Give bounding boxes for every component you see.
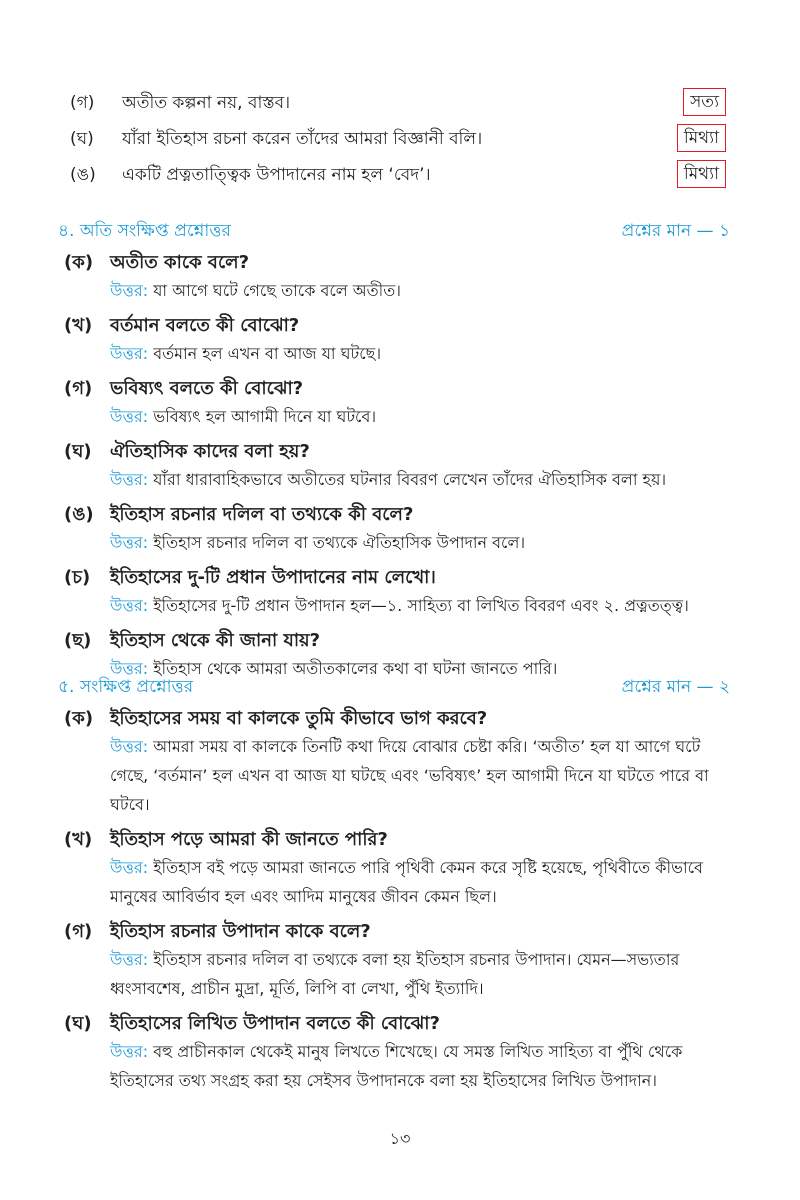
qa-item xyxy=(64,376,730,431)
question-label: (খ) xyxy=(64,315,93,336)
question-text: ইতিহাস রচনার দলিল বা তথ্যকে কী বলে? xyxy=(110,504,414,525)
answer-prefix: উত্তর: xyxy=(110,596,149,615)
answer xyxy=(110,853,730,911)
question-label: (ঘ) xyxy=(64,441,92,462)
qa-item xyxy=(64,250,730,305)
tf-item xyxy=(70,86,726,122)
answer xyxy=(110,591,730,620)
answer-text: ইতিহাস বই পড়ে আমরা জানতে পারি পৃথিবী কেমন করে সৃষ্টি হয়েছে, পৃথিবীতে কীভাবে মানুষের আবির্ভাব হল এবং আদিম মানুষের জীবন কেমন ছিল। xyxy=(110,858,703,906)
question-label: (চ) xyxy=(64,567,91,588)
page-number: ১৩ xyxy=(389,1129,411,1148)
question-text: ঐতিহাসিক কাদের বলা হয়? xyxy=(110,441,310,462)
qa-item xyxy=(64,1011,730,1095)
answer-text: বর্তমান হল এখন বা আজ যা ঘটছে। xyxy=(153,344,382,363)
question-text: বর্তমান বলতে কী বোঝো? xyxy=(110,315,300,336)
tf-text: অতীত কল্পনা নয়, বাস্তব। xyxy=(122,93,291,113)
answer-text: ইতিহাস রচনার দলিল বা তথ্যকে ঐতিহাসিক উপাদান বলে। xyxy=(153,533,526,552)
question-label: (ছ) xyxy=(64,630,92,651)
section-marks: প্রশ্নের মান — ২ xyxy=(621,677,730,697)
tf-text: একটি প্রত্নতাত্ত্বিক উপাদানের নাম হল ‘বেদ’। xyxy=(122,165,431,185)
section-header xyxy=(58,674,730,698)
answer-prefix: উত্তর: xyxy=(110,281,149,300)
answer-text: ইতিহাসের দু-টি প্রধান উপাদান হল—১. সাহিত্য বা লিখিত বিবরণ এবং ২. প্রত্নতত্ত্ব। xyxy=(153,596,689,615)
answer-prefix: উত্তর: xyxy=(110,1042,149,1061)
answer-prefix: উত্তর: xyxy=(110,344,149,363)
section-very-short-qa xyxy=(58,218,730,683)
answer xyxy=(110,732,730,819)
qa-item xyxy=(64,827,730,911)
qa-item xyxy=(64,919,730,1003)
qa-item xyxy=(64,565,730,620)
tf-label: (ঘ) xyxy=(70,129,94,149)
qa-item xyxy=(64,706,730,819)
tf-label: (গ) xyxy=(70,93,95,113)
question-text: ভবিষ্যৎ বলতে কী বোঝো? xyxy=(110,378,304,399)
answer-prefix: উত্তর: xyxy=(110,737,149,756)
answer-text: ইতিহাস থেকে আমরা অতীতকালের কথা বা ঘটনা জানতে পারি। xyxy=(153,659,558,678)
answer xyxy=(110,465,730,494)
question-label: (গ) xyxy=(64,378,93,399)
tf-answer-box: সত্য xyxy=(683,88,726,116)
answer-prefix: উত্তর: xyxy=(110,659,149,678)
question-label: (গ) xyxy=(64,921,93,942)
tf-item xyxy=(70,158,726,194)
question-text: ইতিহাসের দু-টি প্রধান উপাদানের নাম লেখো। xyxy=(110,567,436,588)
question-label: (ক) xyxy=(64,252,94,273)
tf-text: যাঁরা ইতিহাস রচনা করেন তাঁদের আমরা বিজ্ঞানী বলি। xyxy=(122,129,483,149)
question-label: (খ) xyxy=(64,829,93,850)
section-title: ৪. অতি সংক্ষিপ্ত প্রশ্নোত্তর xyxy=(58,221,231,241)
answer xyxy=(110,402,730,431)
question-label: (ঙ) xyxy=(64,504,94,525)
answer xyxy=(110,276,730,305)
answer-prefix: উত্তর: xyxy=(110,470,149,489)
section-title: ৫. সংক্ষিপ্ত প্রশ্নোত্তর xyxy=(58,677,194,697)
question-text: ইতিহাসের সময় বা কালকে তুমি কীভাবে ভাগ করবে? xyxy=(110,708,488,729)
answer-prefix: উত্তর: xyxy=(110,950,149,969)
tf-item xyxy=(70,122,726,158)
tf-answer-box: মিথ্যা xyxy=(677,160,726,188)
section-short-qa xyxy=(58,674,730,1095)
question-label: (ঘ) xyxy=(64,1013,92,1034)
question-text: ইতিহাস পড়ে আমরা কী জানতে পারি? xyxy=(110,829,388,850)
tf-label: (ঙ) xyxy=(70,165,96,185)
section-header xyxy=(58,218,730,242)
answer xyxy=(110,339,730,368)
qa-item xyxy=(64,502,730,557)
answer xyxy=(110,528,730,557)
question-text: অতীত কাকে বলে? xyxy=(110,252,250,273)
qa-item xyxy=(64,313,730,368)
answer xyxy=(110,945,730,1003)
answer-prefix: উত্তর: xyxy=(110,533,149,552)
answer-prefix: উত্তর: xyxy=(110,407,149,426)
answer-text: ইতিহাস রচনার দলিল বা তথ্যকে বলা হয় ইতিহাস রচনার উপাদান। যেমন—সভ্যতার ধ্বংসাবশেষ, প্রাচীন মুদ্রা, মূর্তি, লিপি বা লেখা, পুঁথি ইত্যাদি। xyxy=(110,950,680,998)
question-text: ইতিহাস থেকে কী জানা যায়? xyxy=(110,630,321,651)
answer-text: আমরা সময় বা কালকে তিনটি কথা দিয়ে বোঝার চেষ্টা করি। ‘অতীত’ হল যা আগে ঘটে গেছে, ‘বর্তমান’ হল এখন বা আজ যা ঘটছে এবং ‘ভবিষ্যৎ’ হল আগামী দিনে যা ঘটতে পারে বা ঘটবে। xyxy=(110,737,709,814)
tf-answer-box: মিথ্যা xyxy=(677,124,726,152)
answer-text: যাঁরা ধারাবাহিকভাবে অতীতের ঘটনার বিবরণ লেখেন তাঁদের ঐতিহাসিক বলা হয়। xyxy=(153,470,667,489)
qa-item xyxy=(64,439,730,494)
question-label: (ক) xyxy=(64,708,94,729)
answer xyxy=(110,1037,730,1095)
answer-prefix: উত্তর: xyxy=(110,858,149,877)
answer-text: যা আগে ঘটে গেছে তাকে বলে অতীত। xyxy=(153,281,401,300)
answer-text: ভবিষ্যৎ হল আগামী দিনে যা ঘটবে। xyxy=(153,407,377,426)
true-false-list xyxy=(70,86,726,194)
answer-text: বহু প্রাচীনকাল থেকেই মানুষ লিখতে শিখেছে। যে সমস্ত লিখিত সাহিত্য বা পুঁথি থেকে ইতিহাসের তথ্য সংগ্রহ করা হয় সেইসব উপাদানকে বলা হয় ইতিহাসের লিখিত উপাদান। xyxy=(110,1042,683,1090)
question-text: ইতিহাস রচনার উপাদান কাকে বলে? xyxy=(110,921,371,942)
question-text: ইতিহাসের লিখিত উপাদান বলতে কী বোঝো? xyxy=(110,1013,440,1034)
section-marks: প্রশ্নের মান — ১ xyxy=(621,221,730,241)
